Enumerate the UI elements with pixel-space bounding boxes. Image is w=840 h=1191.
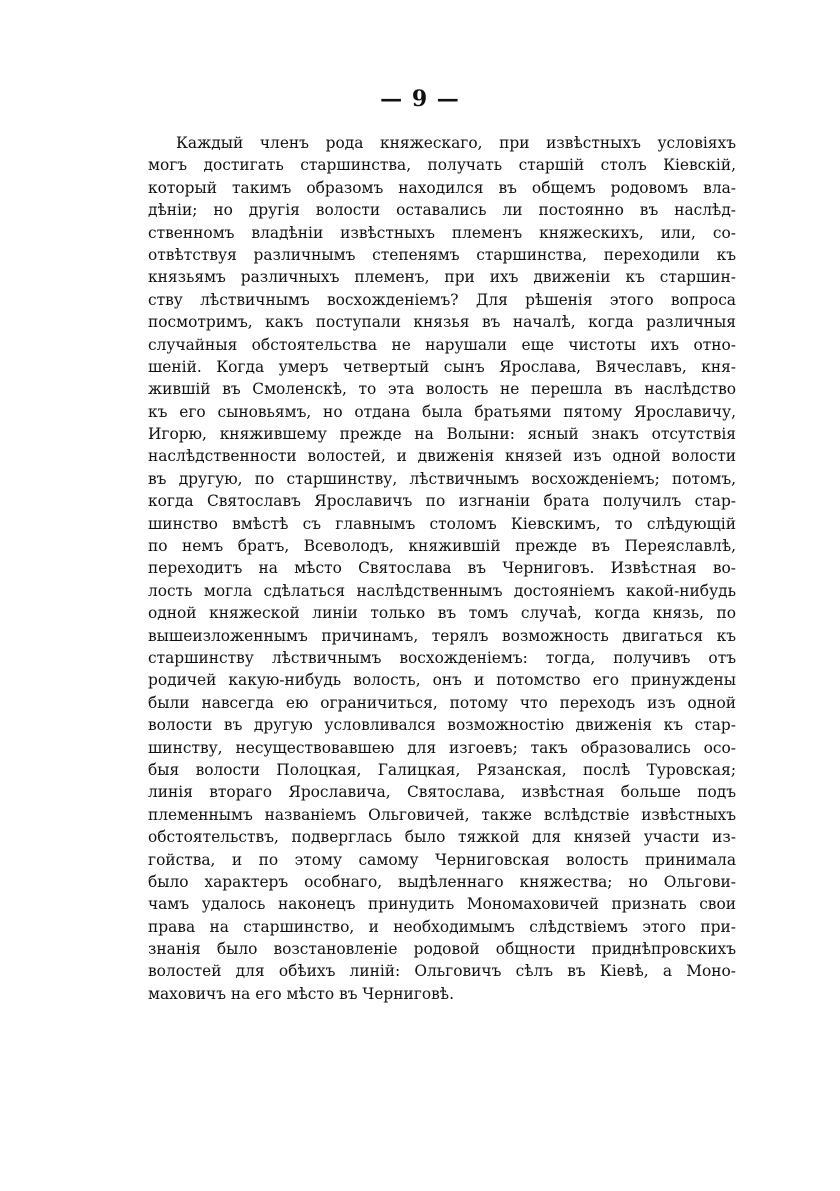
text-line: когда Святославъ Ярославичъ по изгнаніи брата получилъ стар- bbox=[148, 492, 736, 511]
text-line: къ его сыновьямъ, но отдана была братьями пятому Ярославичу, bbox=[148, 402, 736, 421]
text-line: маховичъ на его мѣсто въ Черниговѣ. bbox=[148, 984, 454, 1003]
text-line: шеній. Когда умеръ четвертый сынъ Ярослава, Вячеславъ, кня- bbox=[148, 357, 736, 376]
text-line: знанія было возстановленіе родовой общности приднѣпровскихъ bbox=[148, 940, 736, 959]
text-line: отвѣтствуя различнымъ степенямъ старшинства, переходили къ bbox=[148, 245, 736, 264]
text-line: шинство вмѣстѣ съ главнымъ столомъ Кіевскимъ, то слѣдующій bbox=[148, 514, 736, 533]
text-line: обстоятельствъ, подверглась было тяжкой для князей участи из- bbox=[148, 828, 736, 847]
text-line: было характеръ особнаго, выдѣленнаго княжества; но Ольгови- bbox=[148, 872, 736, 891]
text-line: волостей для обѣихъ линій: Ольговичъ сѣлъ въ Кіевѣ, а Моно- bbox=[148, 962, 736, 981]
text-line: линія втораго Ярославича, Святослава, извѣстная больше подъ bbox=[148, 783, 736, 802]
text-line: случайныя обстоятельства не нарушали еще чистоты ихъ отно- bbox=[148, 335, 736, 354]
text-line: князьямъ различныхъ племенъ, при ихъ движеніи къ старшин- bbox=[148, 268, 736, 287]
text-line: по немъ братъ, Всеволодъ, княжившій прежде въ Переяславлѣ, bbox=[148, 537, 736, 556]
text-line: были навсегда ею ограничиться, потому что переходъ изъ одной bbox=[148, 693, 736, 712]
text-line: жившій въ Смоленскѣ, то эта волость не перешла въ наслѣдство bbox=[148, 380, 736, 399]
text-line: посмотримъ, какъ поступали князья въ началѣ, когда различныя bbox=[148, 313, 736, 332]
text-line: родичей какую-нибудь волость, онъ и потомство его принуждены bbox=[148, 671, 736, 690]
body-paragraph bbox=[148, 132, 736, 1005]
text-line: одной княжеской линіи только въ томъ случаѣ, когда князь, по bbox=[148, 604, 736, 623]
text-line: ству лѣствичнымъ восхожденіемъ? Для рѣшенія этого вопроса bbox=[148, 290, 736, 309]
page-number: — 9 — bbox=[380, 86, 460, 112]
text-line: ственномъ владѣніи извѣстныхъ племенъ княжескихъ, или, со- bbox=[148, 223, 736, 242]
text-line: наслѣдственности волостей, и движенія князей изъ одной волости bbox=[148, 447, 736, 466]
text-line: могъ достигать старшинства, получать старшій столъ Кіевскій, bbox=[148, 156, 736, 175]
text-line: чамъ удалось наконецъ принудить Мономаховичей признать свои bbox=[148, 895, 736, 914]
text-line: переходитъ на мѣсто Святослава въ Черниговъ. Извѣстная во- bbox=[148, 559, 736, 578]
text-line: который такимъ образомъ находился въ общемъ родовомъ вла- bbox=[148, 178, 736, 197]
text-line: племеннымъ названіемъ Ольговичей, также вслѣдствіе извѣстныхъ bbox=[148, 805, 736, 824]
text-line: быя волости Полоцкая, Галицкая, Рязанская, послѣ Туровская; bbox=[148, 760, 736, 779]
text-line: лость могла сдѣлаться наслѣдственнымъ достояніемъ какой-нибудь bbox=[148, 581, 736, 600]
text-line: гойства, и по этому самому Черниговская волость принимала bbox=[148, 850, 736, 869]
text-line: старшинству лѣствичнымъ восхожденіемъ: тогда, получивъ отъ bbox=[148, 648, 736, 667]
text-line: шинству, несуществовавшею для изгоевъ; такъ образовались осо- bbox=[148, 738, 736, 757]
text-line: въ другую, по старшинству, лѣствичнымъ восхожденіемъ; потомъ, bbox=[148, 469, 736, 488]
text-line: Игорю, княжившему прежде на Волыни: ясный знакъ отсутствія bbox=[148, 425, 736, 444]
text-line: Каждый членъ рода княжескаго, при извѣстныхъ условіяхъ bbox=[176, 134, 736, 152]
text-line: волости въ другую условливался возможностію движенія къ стар- bbox=[148, 716, 736, 735]
text-line: дѣніи; но другія волости оставались ли постоянно въ наслѣд- bbox=[148, 201, 736, 220]
text-line: вышеизложеннымъ причинамъ, терялъ возможность двигаться къ bbox=[148, 626, 736, 645]
text-line: права на старшинство, и необходимымъ слѣдствіемъ этого при- bbox=[148, 917, 736, 936]
